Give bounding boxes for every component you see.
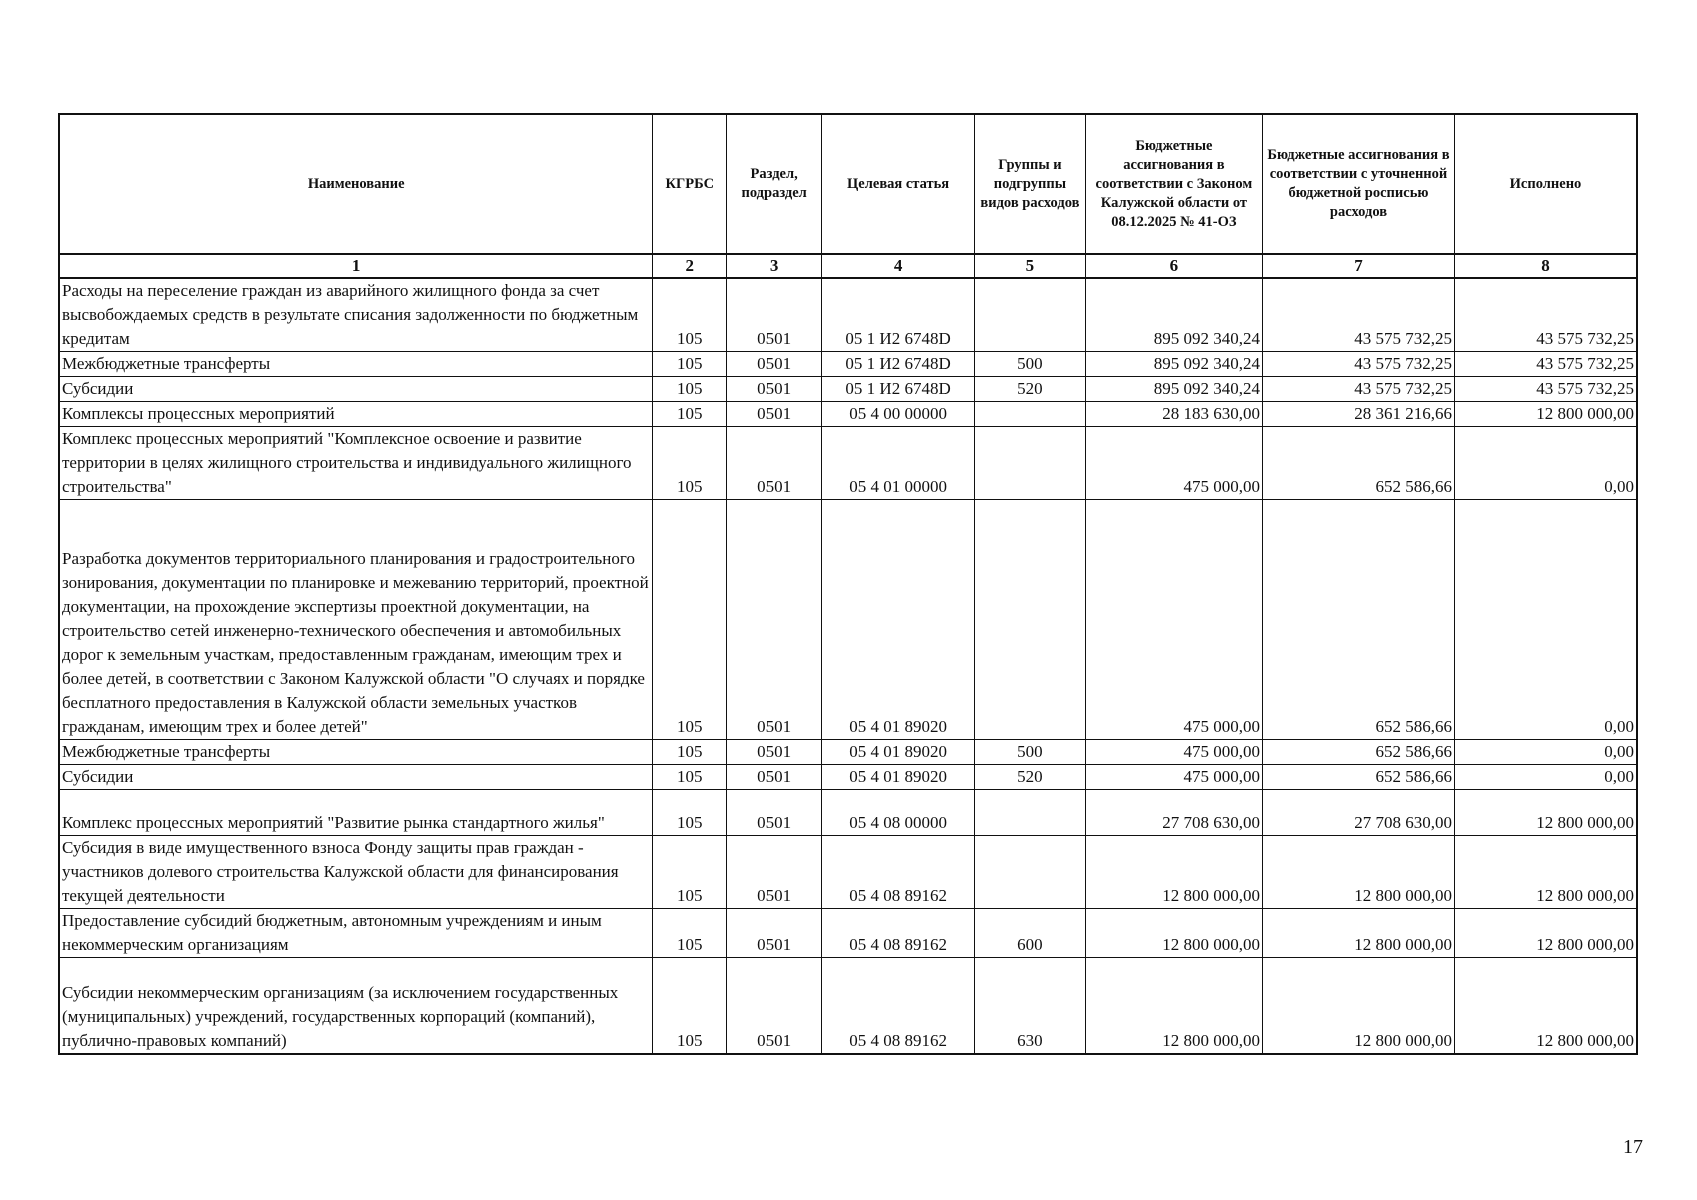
row-kgrbs: 105 (653, 377, 727, 402)
row-kgrbs: 105 (653, 836, 727, 909)
column-number: 6 (1085, 254, 1262, 278)
row-kgrbs: 105 (653, 402, 727, 427)
row-target: 05 4 08 89162 (822, 958, 975, 1054)
row-section: 0501 (727, 278, 822, 352)
row-executed-amount: 43 575 732,25 (1454, 352, 1637, 377)
row-section: 0501 (727, 790, 822, 836)
header-law: Бюджетные ассигнования в соответствии с Законом Калужской области от 08.12.2025 № 41-ОЗ (1085, 114, 1262, 254)
row-kgrbs: 105 (653, 765, 727, 790)
column-number: 8 (1454, 254, 1637, 278)
row-group: 520 (975, 377, 1086, 402)
row-name: Субсидии (59, 765, 653, 790)
table-row (59, 790, 1637, 836)
row-section: 0501 (727, 909, 822, 958)
row-group (975, 278, 1086, 352)
row-group: 520 (975, 765, 1086, 790)
row-name: Субсидии некоммерческим организациям (за исключением государственных (муниципальных) учреждений, государственных корпораций (компаний), публично-правовых компаний) (59, 958, 653, 1054)
row-law-amount: 895 092 340,24 (1085, 377, 1262, 402)
row-group (975, 500, 1086, 740)
row-executed-amount: 0,00 (1454, 740, 1637, 765)
row-executed-amount: 12 800 000,00 (1454, 402, 1637, 427)
row-kgrbs: 105 (653, 958, 727, 1054)
header-executed: Исполнено (1454, 114, 1637, 254)
row-name: Комплекс процессных мероприятий "Развитие рынка стандартного жилья" (59, 790, 653, 836)
row-name: Разработка документов территориального планирования и градостроительного зонирования, документации по планировке и межеванию территорий, проектной документации, на прохождение экспертизы проектной документации, на строительство сетей инженерно-технического обеспечения и автомобильных дорог к земельным участкам, предоставленным гражданам, имеющим трех и более детей, в соответствии с Законом Калужской области "О случаях и порядке бесплатного предоставления в Калужской области земельных участков гражданам, имеющим трех и более детей" (59, 500, 653, 740)
row-executed-amount: 0,00 (1454, 427, 1637, 500)
row-target: 05 1 И2 6748D (822, 352, 975, 377)
row-group: 630 (975, 958, 1086, 1054)
column-number: 1 (59, 254, 653, 278)
row-law-amount: 895 092 340,24 (1085, 278, 1262, 352)
row-target: 05 4 08 00000 (822, 790, 975, 836)
row-target: 05 4 01 89020 (822, 500, 975, 740)
row-section: 0501 (727, 765, 822, 790)
table-body (59, 278, 1637, 1054)
column-number: 5 (975, 254, 1086, 278)
row-target: 05 1 И2 6748D (822, 377, 975, 402)
row-target: 05 1 И2 6748D (822, 278, 975, 352)
header-refined: Бюджетные ассигнования в соответствии с уточненной бюджетной росписью расходов (1263, 114, 1455, 254)
column-number: 3 (727, 254, 822, 278)
row-section: 0501 (727, 836, 822, 909)
table-row (59, 402, 1637, 427)
row-executed-amount: 12 800 000,00 (1454, 958, 1637, 1054)
row-executed-amount: 12 800 000,00 (1454, 909, 1637, 958)
table-row (59, 836, 1637, 909)
row-group (975, 836, 1086, 909)
column-number: 2 (653, 254, 727, 278)
row-target: 05 4 00 00000 (822, 402, 975, 427)
column-number: 4 (822, 254, 975, 278)
row-target: 05 4 01 89020 (822, 740, 975, 765)
row-kgrbs: 105 (653, 740, 727, 765)
row-group: 500 (975, 352, 1086, 377)
row-law-amount: 28 183 630,00 (1085, 402, 1262, 427)
row-law-amount: 12 800 000,00 (1085, 909, 1262, 958)
row-refined-amount: 43 575 732,25 (1263, 377, 1455, 402)
row-group: 600 (975, 909, 1086, 958)
row-name: Предоставление субсидий бюджетным, автономным учреждениям и иным некоммерческим организациям (59, 909, 653, 958)
row-law-amount: 12 800 000,00 (1085, 958, 1262, 1054)
header-groups: Группы и подгруппы видов расходов (975, 114, 1086, 254)
row-name: Комплексы процессных мероприятий (59, 402, 653, 427)
row-law-amount: 12 800 000,00 (1085, 836, 1262, 909)
row-law-amount: 475 000,00 (1085, 500, 1262, 740)
table-row (59, 740, 1637, 765)
row-refined-amount: 28 361 216,66 (1263, 402, 1455, 427)
row-kgrbs: 105 (653, 278, 727, 352)
row-refined-amount: 652 586,66 (1263, 765, 1455, 790)
page-number: 17 (1623, 1136, 1643, 1158)
row-executed-amount: 12 800 000,00 (1454, 836, 1637, 909)
row-group: 500 (975, 740, 1086, 765)
row-section: 0501 (727, 402, 822, 427)
row-group (975, 790, 1086, 836)
row-executed-amount: 0,00 (1454, 765, 1637, 790)
table-header (59, 114, 1637, 278)
row-kgrbs: 105 (653, 909, 727, 958)
column-number: 7 (1263, 254, 1455, 278)
header-row (59, 114, 1637, 254)
row-executed-amount: 0,00 (1454, 500, 1637, 740)
row-section: 0501 (727, 958, 822, 1054)
row-target: 05 4 01 89020 (822, 765, 975, 790)
row-kgrbs: 105 (653, 790, 727, 836)
table-row (59, 427, 1637, 500)
header-name: Наименование (59, 114, 653, 254)
row-name: Субсидия в виде имущественного взноса Фонду защиты прав граждан - участников долевого строительства Калужской области для финансирования текущей деятельности (59, 836, 653, 909)
table-row (59, 278, 1637, 352)
row-kgrbs: 105 (653, 352, 727, 377)
row-executed-amount: 43 575 732,25 (1454, 377, 1637, 402)
table-row (59, 377, 1637, 402)
row-name: Расходы на переселение граждан из аварийного жилищного фонда за счет высвобождаемых средств в результате списания задолженности по бюджетным кредитам (59, 278, 653, 352)
row-target: 05 4 08 89162 (822, 836, 975, 909)
row-section: 0501 (727, 740, 822, 765)
row-group (975, 427, 1086, 500)
row-name: Субсидии (59, 377, 653, 402)
row-name: Межбюджетные трансферты (59, 352, 653, 377)
table-row (59, 909, 1637, 958)
row-group (975, 402, 1086, 427)
header-target: Целевая статья (822, 114, 975, 254)
row-refined-amount: 12 800 000,00 (1263, 909, 1455, 958)
table-row (59, 765, 1637, 790)
row-kgrbs: 105 (653, 427, 727, 500)
table-row (59, 352, 1637, 377)
row-executed-amount: 43 575 732,25 (1454, 278, 1637, 352)
row-section: 0501 (727, 427, 822, 500)
row-refined-amount: 652 586,66 (1263, 427, 1455, 500)
row-executed-amount: 12 800 000,00 (1454, 790, 1637, 836)
row-refined-amount: 43 575 732,25 (1263, 278, 1455, 352)
table-row (59, 958, 1637, 1054)
row-section: 0501 (727, 352, 822, 377)
budget-table (58, 113, 1638, 1055)
row-law-amount: 895 092 340,24 (1085, 352, 1262, 377)
row-refined-amount: 12 800 000,00 (1263, 836, 1455, 909)
row-refined-amount: 12 800 000,00 (1263, 958, 1455, 1054)
row-kgrbs: 105 (653, 500, 727, 740)
row-target: 05 4 08 89162 (822, 909, 975, 958)
row-section: 0501 (727, 377, 822, 402)
header-kgrbs: КГРБС (653, 114, 727, 254)
header-section: Раздел, подраздел (727, 114, 822, 254)
row-law-amount: 475 000,00 (1085, 765, 1262, 790)
row-refined-amount: 43 575 732,25 (1263, 352, 1455, 377)
row-law-amount: 475 000,00 (1085, 427, 1262, 500)
row-law-amount: 475 000,00 (1085, 740, 1262, 765)
row-refined-amount: 27 708 630,00 (1263, 790, 1455, 836)
table-row (59, 500, 1637, 740)
row-law-amount: 27 708 630,00 (1085, 790, 1262, 836)
row-section: 0501 (727, 500, 822, 740)
row-name: Межбюджетные трансферты (59, 740, 653, 765)
row-name: Комплекс процессных мероприятий "Комплексное освоение и развитие территории в целях жилищного строительства и индивидуального жилищного строительства" (59, 427, 653, 500)
column-number-row (59, 254, 1637, 278)
row-target: 05 4 01 00000 (822, 427, 975, 500)
row-refined-amount: 652 586,66 (1263, 740, 1455, 765)
row-refined-amount: 652 586,66 (1263, 500, 1455, 740)
